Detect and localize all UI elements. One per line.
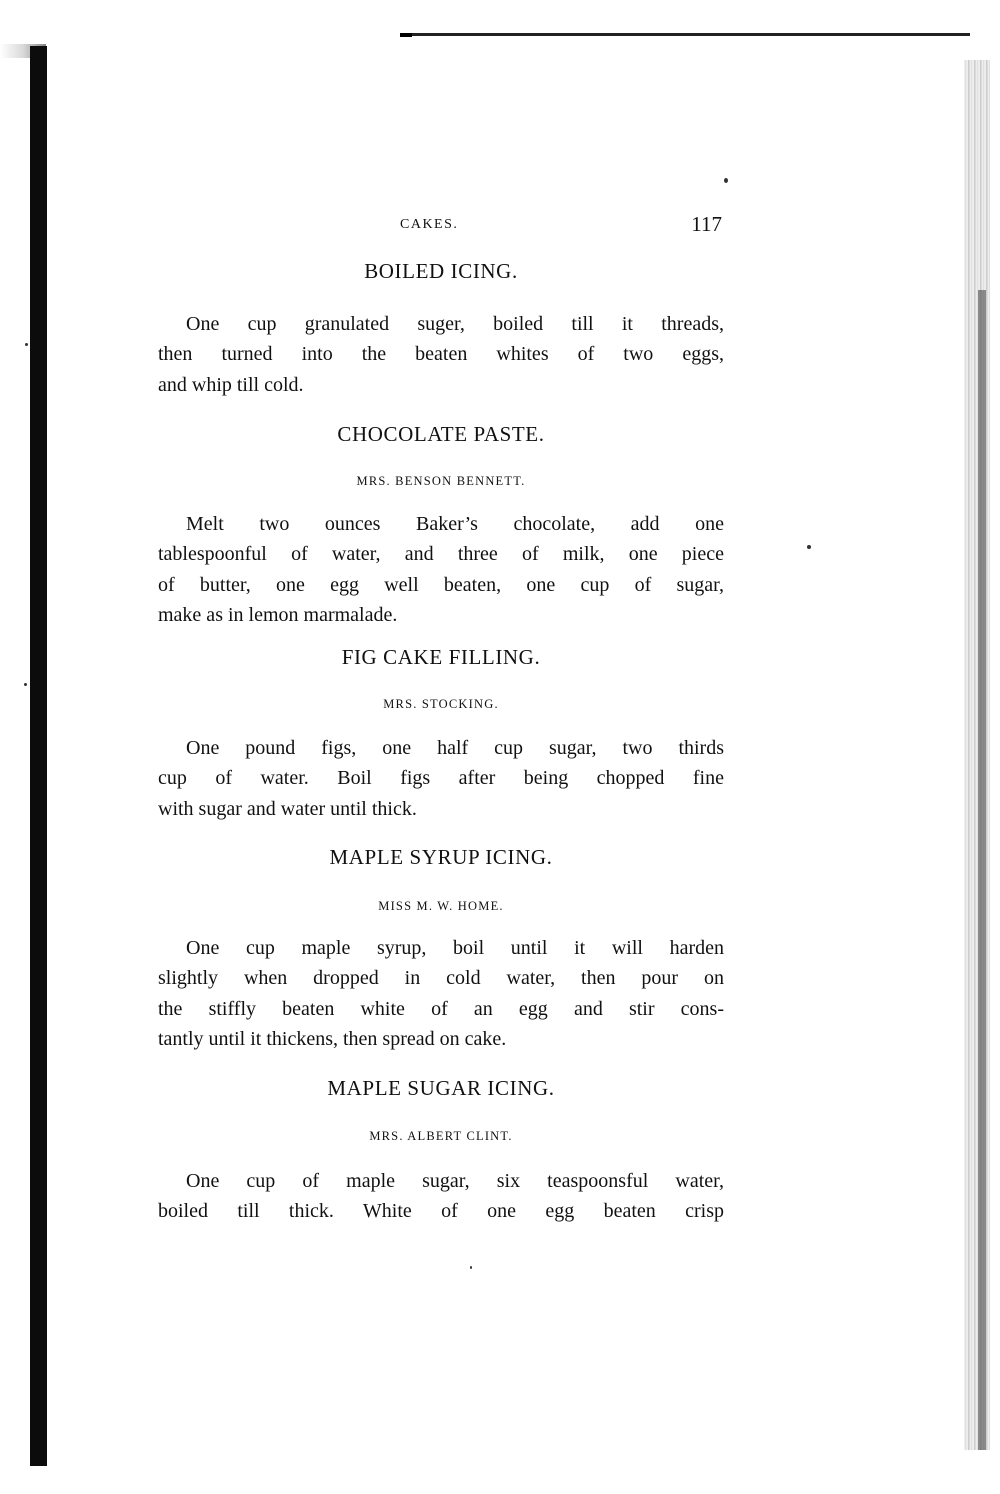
text-line: the stiffly beaten white of an egg and stir cons- bbox=[158, 997, 724, 1020]
text-line: and whip till cold. bbox=[158, 373, 304, 396]
running-head-title: CAKES. bbox=[400, 217, 459, 232]
text-line: One cup of maple sugar, six teaspoonsful water, bbox=[186, 1170, 724, 1192]
recipe-title: MAPLE SYRUP ICING. bbox=[329, 845, 553, 869]
recipe-body bbox=[158, 1166, 724, 1227]
page-number: 117 bbox=[691, 212, 722, 236]
text-line: make as in lemon marmalade. bbox=[158, 603, 398, 626]
recipe-body bbox=[158, 509, 724, 630]
left-binding-edge bbox=[30, 46, 47, 1466]
print-speck bbox=[24, 683, 27, 686]
recipe-body bbox=[158, 933, 724, 1054]
recipe-title: BOILED ICING. bbox=[364, 259, 518, 283]
right-page-edge-shadow bbox=[978, 290, 986, 1450]
recipe-body bbox=[158, 309, 724, 400]
recipe-title: CHOCOLATE PASTE. bbox=[337, 422, 545, 446]
text-line: with sugar and water until thick. bbox=[158, 797, 417, 820]
recipe-author: MISS M. W. HOME. bbox=[378, 899, 504, 913]
recipe-author: MRS. ALBERT CLINT. bbox=[369, 1129, 513, 1143]
top-edge-rule bbox=[400, 33, 970, 36]
recipe-body bbox=[158, 733, 724, 824]
text-line: slightly when dropped in cold water, then pour on bbox=[158, 967, 724, 990]
print-speck bbox=[470, 1266, 472, 1269]
recipe-title: MAPLE SUGAR ICING. bbox=[327, 1076, 555, 1100]
text-line: One cup maple syrup, boil until it will harden bbox=[186, 937, 724, 959]
top-edge-mark bbox=[400, 33, 412, 37]
text-line: of butter, one egg well beaten, one cup of sugar, bbox=[158, 573, 724, 596]
text-line: then turned into the beaten whites of two eggs, bbox=[158, 343, 724, 366]
right-page-edge bbox=[964, 60, 990, 1450]
recipe-author: MRS. BENSON BENNETT. bbox=[356, 474, 526, 488]
running-head bbox=[158, 212, 724, 242]
recipe-author: MRS. STOCKING. bbox=[383, 697, 499, 711]
print-speck bbox=[25, 343, 28, 346]
text-line: boiled till thick. White of one egg beaten crisp bbox=[158, 1200, 724, 1223]
print-speck bbox=[724, 178, 728, 183]
text-line: One pound figs, one half cup sugar, two thirds bbox=[186, 737, 724, 759]
recipe-title: FIG CAKE FILLING. bbox=[341, 645, 541, 669]
text-line: cup of water. Boil figs after being chopped fine bbox=[158, 767, 724, 790]
text-line: tantly until it thickens, then spread on cake. bbox=[158, 1027, 507, 1050]
text-line: One cup granulated suger, boiled till it threads, bbox=[186, 313, 724, 335]
print-speck bbox=[807, 545, 811, 549]
text-line: tablespoonful of water, and three of milk, one piece bbox=[158, 543, 724, 566]
text-line: Melt two ounces Baker’s chocolate, add one bbox=[186, 513, 724, 535]
